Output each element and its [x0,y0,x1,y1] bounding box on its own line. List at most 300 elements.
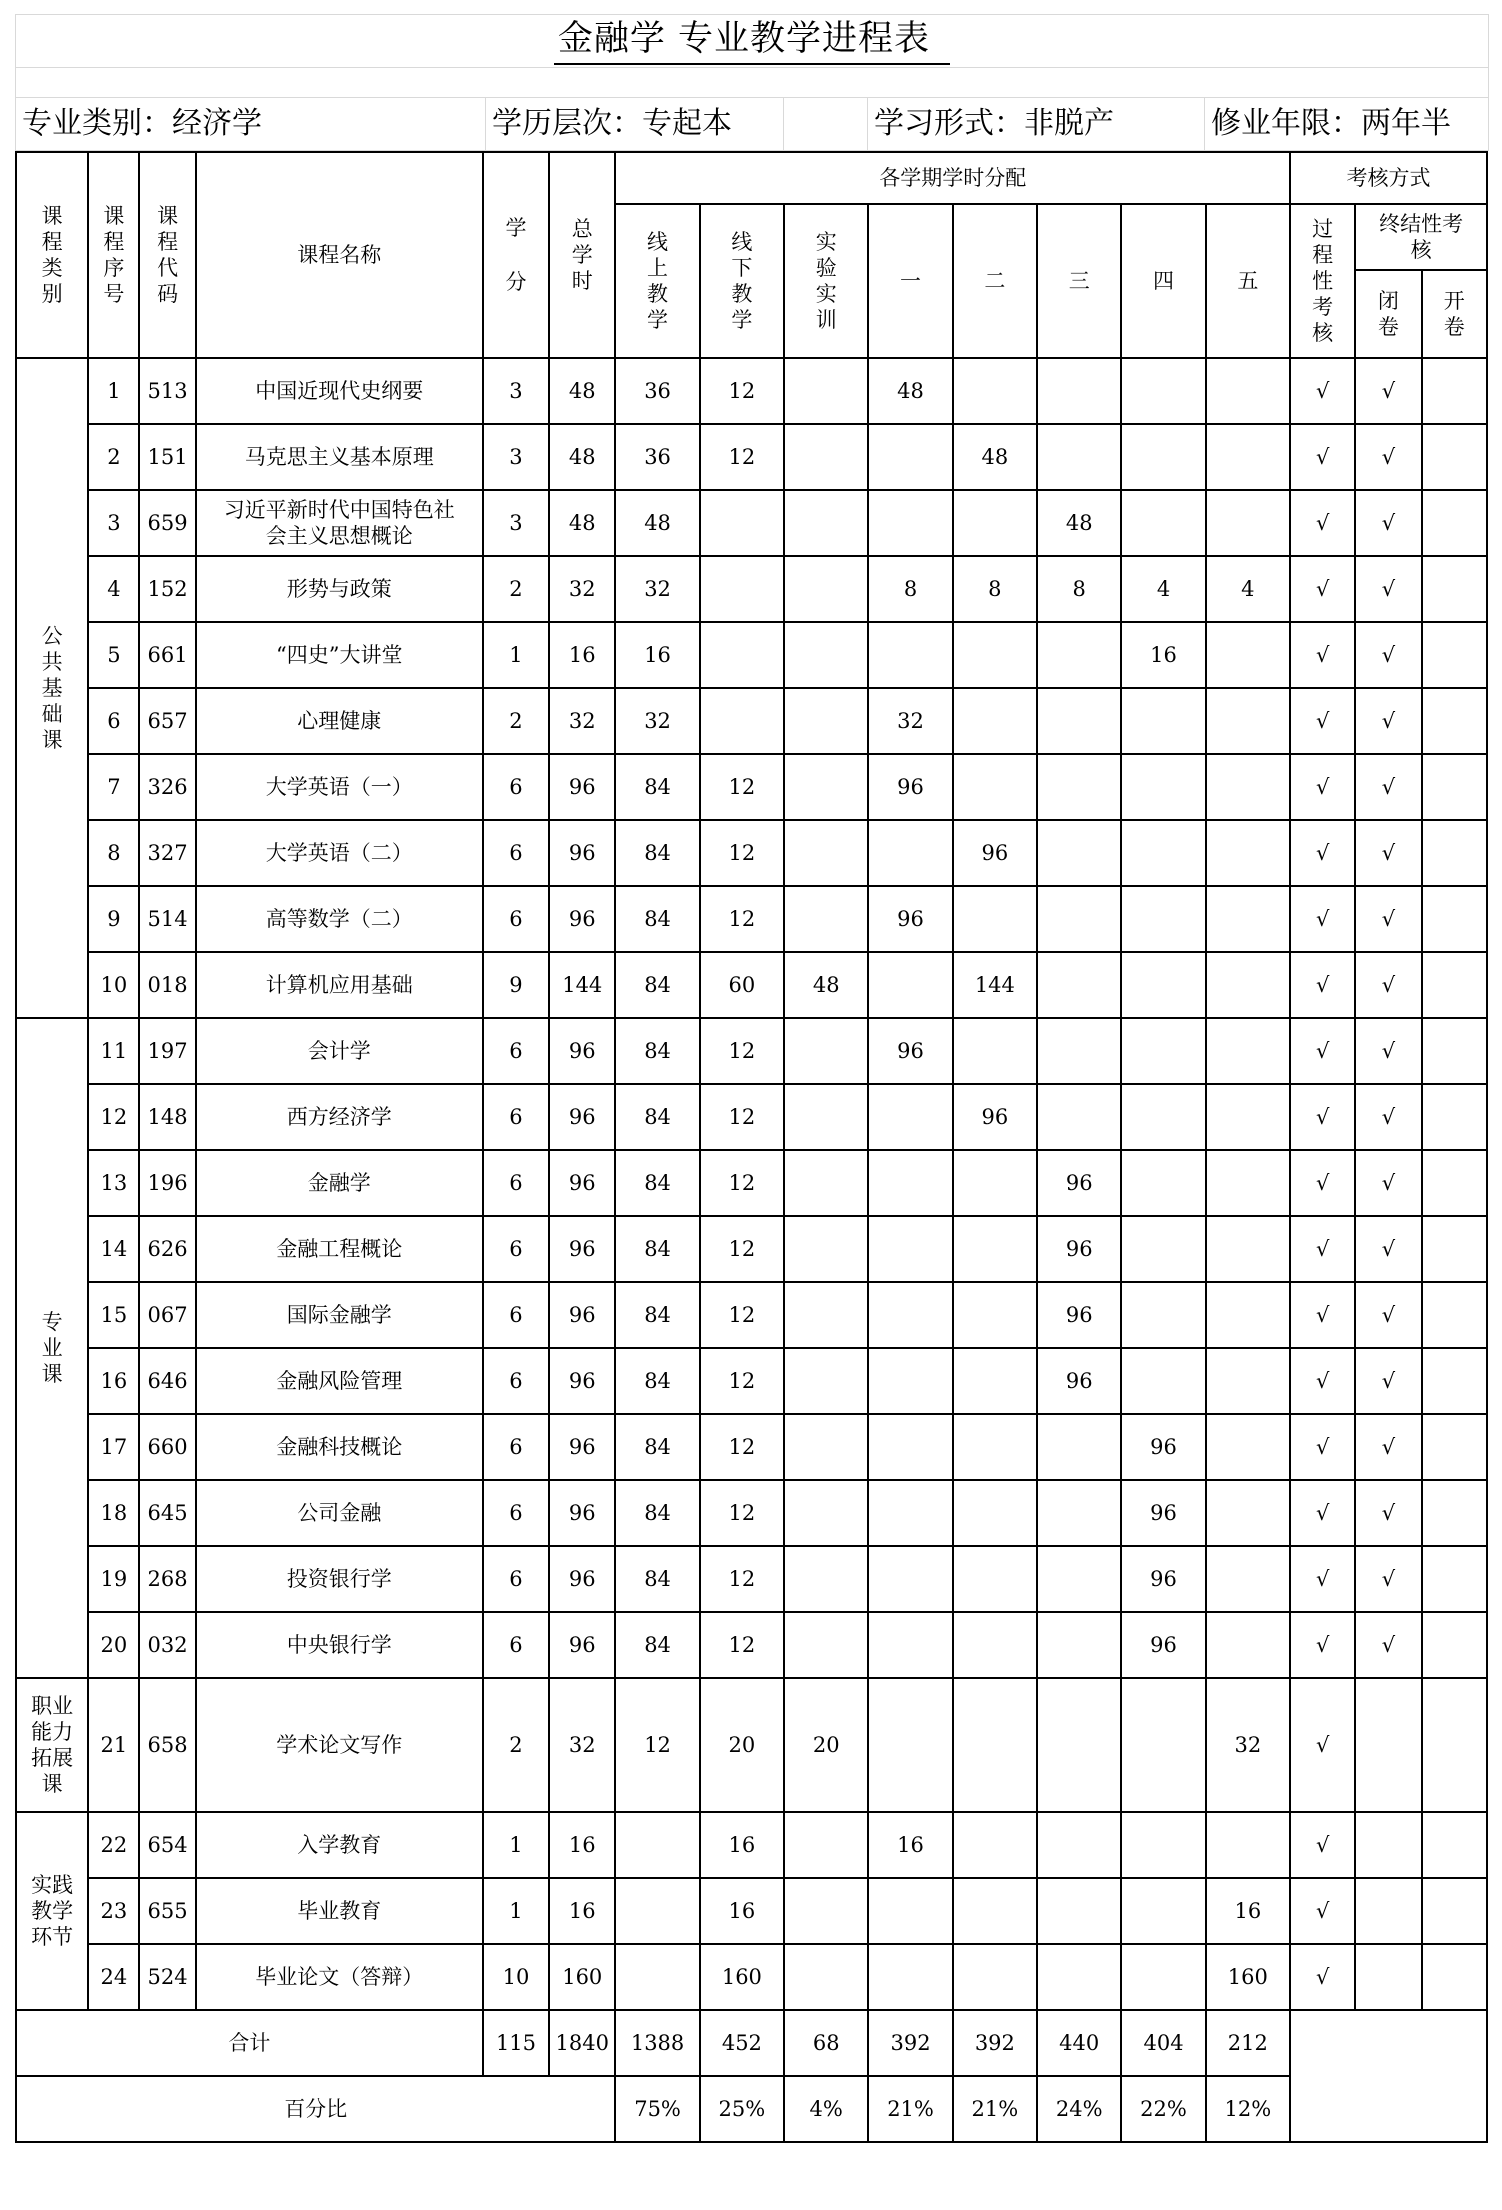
course-name: 高等数学（二） [196,886,483,952]
course-total-hours: 16 [549,1878,615,1944]
course-total-hours: 96 [549,886,615,952]
course-total-hours: 16 [549,1812,615,1878]
totals-credit: 115 [483,2010,549,2076]
course-closed-check: √ [1355,886,1421,952]
course-offline [700,490,784,556]
course-term-5 [1206,886,1290,952]
table-row [16,1480,1487,1546]
course-process-check: √ [1290,1546,1355,1612]
course-name: 计算机应用基础 [196,952,483,1018]
course-closed-check: √ [1355,688,1421,754]
course-lab [784,1150,868,1216]
course-term-4 [1121,1150,1205,1216]
course-seq: 5 [88,622,139,688]
course-term-4 [1121,424,1205,490]
course-term-2 [953,1018,1037,1084]
course-code: 326 [139,754,195,820]
table-row [16,1216,1487,1282]
course-term-2 [953,1150,1037,1216]
course-seq: 15 [88,1282,139,1348]
percent-t1: 21% [868,2076,952,2142]
course-open-check [1422,424,1487,490]
course-credit: 1 [483,1812,549,1878]
course-online: 84 [615,1150,699,1216]
meta-form: 学习形式：非脱产 [868,98,1205,150]
course-code: 514 [139,886,195,952]
course-online: 84 [615,1216,699,1282]
course-seq: 22 [88,1812,139,1878]
course-code: 657 [139,688,195,754]
header-total-hours: 总学时 [549,152,615,358]
course-online: 84 [615,1612,699,1678]
course-seq: 3 [88,490,139,556]
course-process-check: √ [1290,1018,1355,1084]
header-final: 终结性考核 [1355,204,1487,270]
course-lab [784,1018,868,1084]
course-lab [784,1414,868,1480]
course-term-1 [868,1480,952,1546]
course-term-5 [1206,358,1290,424]
course-seq: 21 [88,1678,139,1812]
course-code: 152 [139,556,195,622]
course-process-check: √ [1290,556,1355,622]
course-offline: 20 [700,1678,784,1812]
course-term-4 [1121,688,1205,754]
course-open-check [1422,1348,1487,1414]
course-lab [784,556,868,622]
course-term-4 [1121,490,1205,556]
course-online: 84 [615,1084,699,1150]
course-name: 中央银行学 [196,1612,483,1678]
course-open-check [1422,358,1487,424]
totals-label: 合计 [16,2010,483,2076]
course-closed-check: √ [1355,1480,1421,1546]
course-lab [784,688,868,754]
header-term-1: 一 [868,204,952,358]
course-name: 毕业论文（答辩） [196,1944,483,2010]
course-seq: 6 [88,688,139,754]
course-term-1 [868,952,952,1018]
course-credit: 6 [483,1348,549,1414]
course-open-check [1422,1878,1487,1944]
course-total-hours: 96 [549,1216,615,1282]
course-credit: 6 [483,1480,549,1546]
course-offline: 160 [700,1944,784,2010]
course-name: 中国近现代史纲要 [196,358,483,424]
course-term-1 [868,424,952,490]
course-term-1 [868,1084,952,1150]
course-process-check: √ [1290,490,1355,556]
course-closed-check [1355,1944,1421,2010]
course-total-hours: 96 [549,1414,615,1480]
course-offline: 12 [700,1216,784,1282]
course-term-2 [953,1812,1037,1878]
course-term-4 [1121,952,1205,1018]
course-lab [784,424,868,490]
header-credit: 学分 [483,152,549,358]
course-code: 645 [139,1480,195,1546]
header-lab: 实验实训 [784,204,868,358]
table-row [16,1018,1487,1084]
course-credit: 3 [483,424,549,490]
blank-row [15,67,1489,98]
course-seq: 20 [88,1612,139,1678]
course-offline: 16 [700,1878,784,1944]
course-closed-check: √ [1355,622,1421,688]
course-offline: 12 [700,820,784,886]
table-row [16,952,1487,1018]
course-lab [784,820,868,886]
course-term-3: 96 [1037,1216,1121,1282]
course-term-3: 96 [1037,1348,1121,1414]
course-term-3 [1037,1546,1121,1612]
course-online: 84 [615,1282,699,1348]
course-lab: 48 [784,952,868,1018]
table-row [16,622,1487,688]
course-term-3 [1037,1612,1121,1678]
course-term-4 [1121,754,1205,820]
course-offline: 12 [700,1282,784,1348]
course-total-hours: 32 [549,688,615,754]
course-term-2 [953,1414,1037,1480]
course-term-5: 4 [1206,556,1290,622]
course-offline: 12 [700,1348,784,1414]
course-term-2 [953,490,1037,556]
course-lab [784,1348,868,1414]
course-term-5 [1206,1216,1290,1282]
course-credit: 6 [483,754,549,820]
course-closed-check: √ [1355,1414,1421,1480]
course-code: 658 [139,1678,195,1812]
course-process-check: √ [1290,754,1355,820]
table-row [16,1878,1487,1944]
totals-t4: 404 [1121,2010,1205,2076]
course-term-2 [953,1612,1037,1678]
course-credit: 6 [483,820,549,886]
course-closed-check: √ [1355,1018,1421,1084]
course-code: 197 [139,1018,195,1084]
course-open-check [1422,1944,1487,2010]
course-credit: 6 [483,1216,549,1282]
totals-total: 1840 [549,2010,615,2076]
course-open-check [1422,1480,1487,1546]
table-row [16,1084,1487,1150]
course-code: 659 [139,490,195,556]
header-term-2: 二 [953,204,1037,358]
course-term-5 [1206,1348,1290,1414]
course-closed-check [1355,1812,1421,1878]
course-term-1 [868,1878,952,1944]
course-total-hours: 96 [549,1018,615,1084]
course-lab [784,358,868,424]
table-row [16,688,1487,754]
course-total-hours: 16 [549,622,615,688]
course-online: 32 [615,556,699,622]
course-term-5 [1206,1084,1290,1150]
course-term-3 [1037,358,1121,424]
course-name: 大学英语（二） [196,820,483,886]
course-lab [784,1878,868,1944]
table-row [16,424,1487,490]
course-total-hours: 96 [549,820,615,886]
course-open-check [1422,1612,1487,1678]
course-process-check: √ [1290,1878,1355,1944]
course-online: 12 [615,1678,699,1812]
course-process-check: √ [1290,886,1355,952]
table-row [16,1150,1487,1216]
course-seq: 9 [88,886,139,952]
course-online: 84 [615,1348,699,1414]
percent-t5: 12% [1206,2076,1290,2142]
course-code: 268 [139,1546,195,1612]
course-term-2 [953,358,1037,424]
course-process-check: √ [1290,358,1355,424]
header-closed: 闭卷 [1355,270,1421,358]
course-process-check: √ [1290,1944,1355,2010]
course-open-check [1422,1678,1487,1812]
course-term-2 [953,622,1037,688]
course-online: 84 [615,1480,699,1546]
assessment-blank [1290,2010,1487,2142]
course-term-1 [868,1546,952,1612]
course-code: 032 [139,1612,195,1678]
course-seq: 19 [88,1546,139,1612]
course-credit: 6 [483,1282,549,1348]
course-term-5 [1206,1612,1290,1678]
table-row [16,556,1487,622]
course-credit: 10 [483,1944,549,2010]
course-lab [784,1480,868,1546]
course-process-check: √ [1290,1084,1355,1150]
totals-lab: 68 [784,2010,868,2076]
course-online: 48 [615,490,699,556]
course-term-3 [1037,622,1121,688]
course-closed-check [1355,1878,1421,1944]
course-code: 661 [139,622,195,688]
table-row [16,1678,1487,1812]
course-term-5 [1206,688,1290,754]
course-term-3 [1037,1812,1121,1878]
course-term-3 [1037,820,1121,886]
course-code: 513 [139,358,195,424]
course-lab: 20 [784,1678,868,1812]
course-term-3 [1037,886,1121,952]
course-total-hours: 96 [549,1612,615,1678]
course-process-check: √ [1290,1282,1355,1348]
course-total-hours: 32 [549,556,615,622]
course-term-1 [868,1944,952,2010]
course-term-3 [1037,1944,1121,2010]
course-open-check [1422,1546,1487,1612]
course-term-4 [1121,1018,1205,1084]
course-term-1 [868,1612,952,1678]
totals-t2: 392 [953,2010,1037,2076]
category-cell: 实践教学环节 [16,1812,88,2010]
course-lab [784,1944,868,2010]
percent-t4: 22% [1121,2076,1205,2142]
course-term-4: 96 [1121,1480,1205,1546]
course-open-check [1422,556,1487,622]
course-lab [784,1546,868,1612]
table-row [16,1546,1487,1612]
course-total-hours: 96 [549,1480,615,1546]
course-seq: 16 [88,1348,139,1414]
course-seq: 18 [88,1480,139,1546]
course-term-1: 96 [868,886,952,952]
course-offline [700,556,784,622]
course-term-4 [1121,1216,1205,1282]
course-name: 西方经济学 [196,1084,483,1150]
course-term-3 [1037,1678,1121,1812]
course-online: 84 [615,1414,699,1480]
course-online: 16 [615,622,699,688]
course-code: 151 [139,424,195,490]
course-online [615,1812,699,1878]
course-total-hours: 48 [549,490,615,556]
course-closed-check [1355,1678,1421,1812]
course-name: “四史”大讲堂 [196,622,483,688]
course-online: 84 [615,754,699,820]
course-seq: 10 [88,952,139,1018]
course-name: 马克思主义基本原理 [196,424,483,490]
course-lab [784,1216,868,1282]
course-term-5 [1206,1018,1290,1084]
course-process-check: √ [1290,1150,1355,1216]
course-name: 会计学 [196,1018,483,1084]
course-term-4 [1121,820,1205,886]
course-term-5 [1206,754,1290,820]
course-credit: 2 [483,556,549,622]
table-row [16,358,1487,424]
course-total-hours: 160 [549,1944,615,2010]
course-credit: 6 [483,1546,549,1612]
course-process-check: √ [1290,688,1355,754]
course-offline [700,688,784,754]
course-online [615,1944,699,2010]
course-offline: 12 [700,1480,784,1546]
course-online: 84 [615,1018,699,1084]
course-term-5 [1206,1812,1290,1878]
totals-row [16,2010,1487,2076]
course-open-check [1422,1282,1487,1348]
course-term-3: 96 [1037,1150,1121,1216]
course-closed-check: √ [1355,490,1421,556]
category-cell: 专业课 [16,1018,88,1678]
course-code: 148 [139,1084,195,1150]
course-closed-check: √ [1355,1084,1421,1150]
course-term-1: 16 [868,1812,952,1878]
course-process-check: √ [1290,1812,1355,1878]
course-term-1 [868,490,952,556]
course-seq: 12 [88,1084,139,1150]
course-term-3 [1037,754,1121,820]
course-term-2 [953,688,1037,754]
course-closed-check: √ [1355,1612,1421,1678]
course-process-check: √ [1290,1678,1355,1812]
header-row-1 [16,152,1487,204]
course-closed-check: √ [1355,424,1421,490]
course-term-1 [868,1150,952,1216]
course-term-5 [1206,1546,1290,1612]
course-online: 36 [615,358,699,424]
course-term-4 [1121,886,1205,952]
header-open: 开卷 [1422,270,1487,358]
course-process-check: √ [1290,1612,1355,1678]
course-closed-check: √ [1355,1546,1421,1612]
course-offline: 12 [700,358,784,424]
course-closed-check: √ [1355,358,1421,424]
course-term-2: 48 [953,424,1037,490]
meta-years: 修业年限：两年半 [1211,106,1451,141]
course-term-2: 8 [953,556,1037,622]
course-total-hours: 96 [549,1150,615,1216]
course-process-check: √ [1290,1348,1355,1414]
course-name: 大学英语（一） [196,754,483,820]
course-term-4 [1121,1084,1205,1150]
course-term-1 [868,1282,952,1348]
course-seq: 4 [88,556,139,622]
course-term-3: 48 [1037,490,1121,556]
header-term-5: 五 [1206,204,1290,358]
header-name: 课程名称 [196,152,483,358]
course-lab [784,886,868,952]
course-term-2 [953,1944,1037,2010]
course-credit: 9 [483,952,549,1018]
course-seq: 14 [88,1216,139,1282]
course-name: 毕业教育 [196,1878,483,1944]
course-open-check [1422,886,1487,952]
course-credit: 1 [483,622,549,688]
course-term-2: 96 [953,820,1037,886]
course-online: 36 [615,424,699,490]
course-name: 公司金融 [196,1480,483,1546]
table-row [16,1282,1487,1348]
course-open-check [1422,490,1487,556]
header-offline: 线下教学 [700,204,784,358]
course-term-4: 4 [1121,556,1205,622]
table-row [16,1812,1487,1878]
header-seq: 课程序号 [88,152,139,358]
course-term-5: 16 [1206,1878,1290,1944]
course-process-check: √ [1290,1414,1355,1480]
course-credit: 3 [483,490,549,556]
course-name: 金融科技概论 [196,1414,483,1480]
course-code: 196 [139,1150,195,1216]
course-process-check: √ [1290,820,1355,886]
course-seq: 11 [88,1018,139,1084]
category-cell: 职业能力拓展课 [16,1678,88,1812]
course-lab [784,1282,868,1348]
table-row [16,1944,1487,2010]
course-name: 入学教育 [196,1812,483,1878]
table-row [16,1414,1487,1480]
course-term-4: 16 [1121,622,1205,688]
course-offline: 12 [700,754,784,820]
course-code: 660 [139,1414,195,1480]
course-term-2 [953,1480,1037,1546]
course-term-5 [1206,490,1290,556]
course-open-check [1422,754,1487,820]
table-row [16,1348,1487,1414]
course-term-2 [953,754,1037,820]
header-process: 过程性考核 [1290,204,1355,358]
course-online: 84 [615,820,699,886]
course-term-1 [868,1678,952,1812]
course-term-1: 8 [868,556,952,622]
course-offline: 12 [700,1414,784,1480]
course-closed-check: √ [1355,1282,1421,1348]
course-term-3 [1037,688,1121,754]
